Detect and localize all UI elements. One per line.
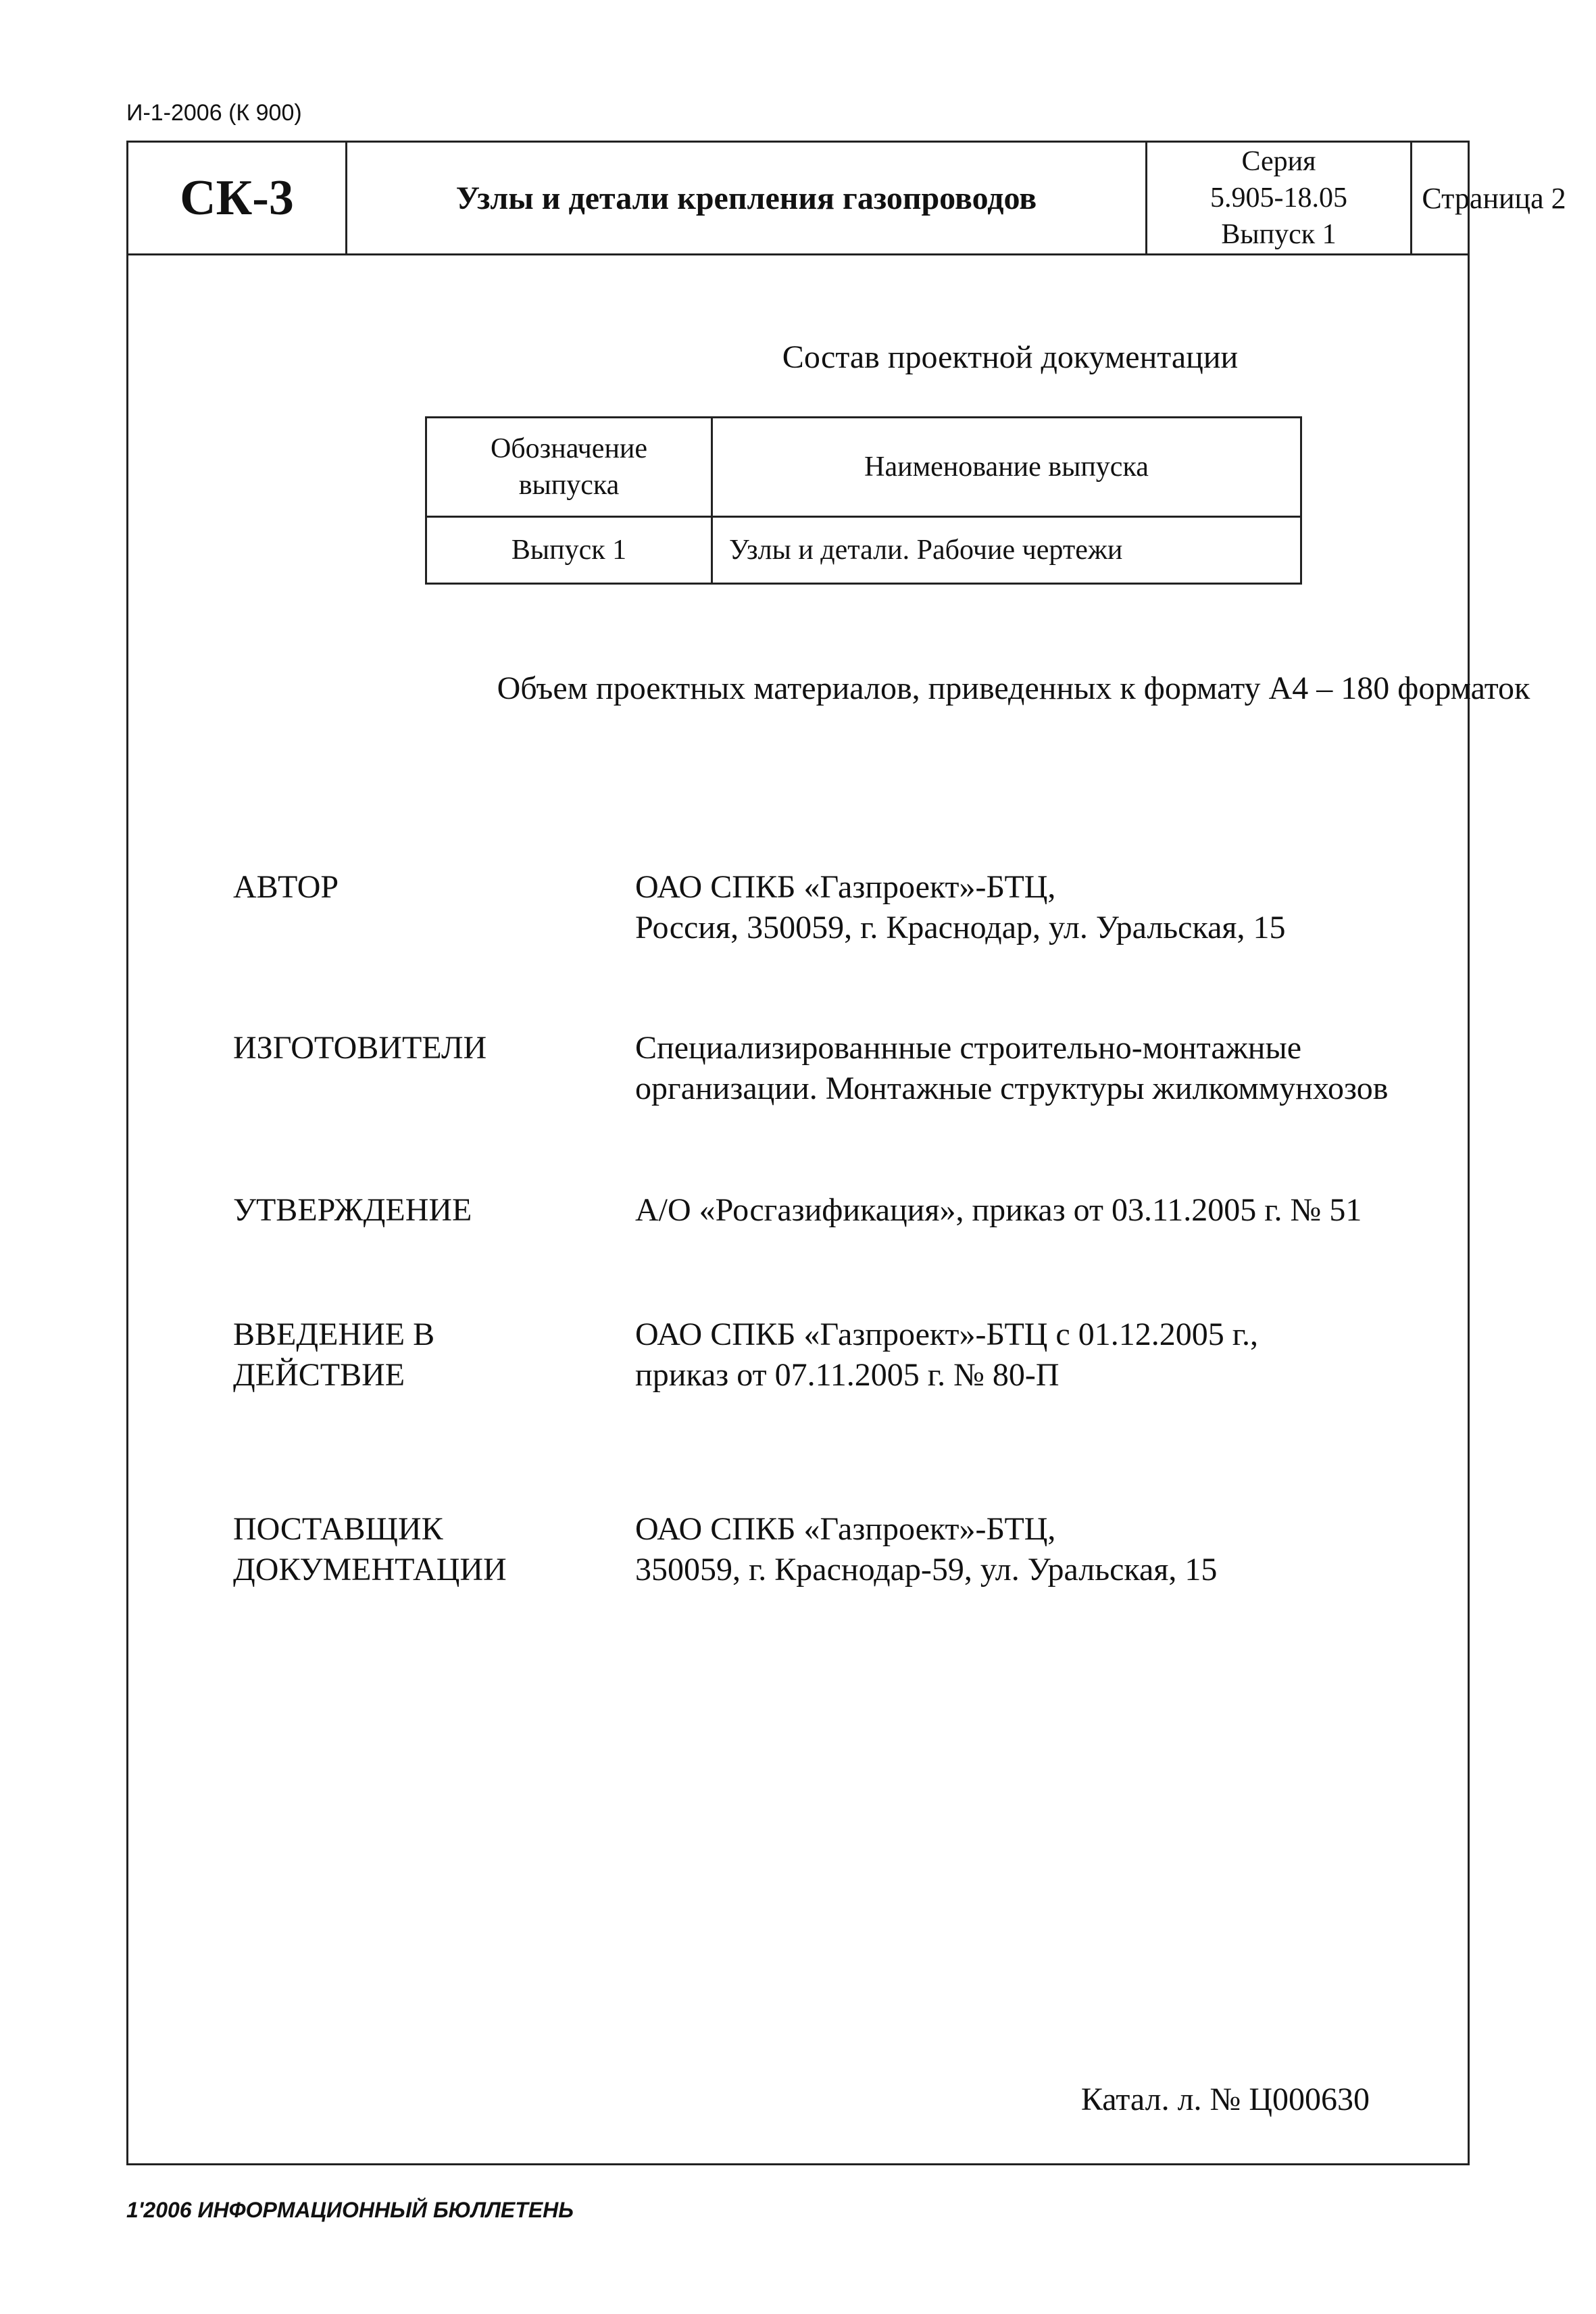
document-code: И-1-2006 (К 900) <box>126 100 302 126</box>
title-block <box>128 143 1566 255</box>
series-cell <box>1147 143 1412 253</box>
approval-value-line1: А/О «Росгазификация», приказ от 03.11.2005 г. № 51 <box>635 1192 1362 1228</box>
manufacturers-value <box>635 1028 1388 1109</box>
column-header-designation-line1: Обозначение <box>490 433 648 464</box>
volume-statement: Объем проектных материалов, приведенных к формату А4 – 180 форматок <box>497 670 1530 706</box>
enactment-label-line2: ДЕЙСТВИЕ <box>233 1357 405 1393</box>
manufacturers-label <box>233 1028 487 1068</box>
approval-value <box>635 1190 1362 1231</box>
table-cell-name: Узлы и детали. Рабочие чертежи <box>712 517 1301 584</box>
series-number: 5.905-18.05 <box>1210 182 1347 214</box>
column-header-designation-line2: выпуска <box>518 470 620 501</box>
manufacturers-value-line2: организации. Монтажные структуры жилкоммунхозов <box>635 1070 1389 1106</box>
column-header-name: Наименование выпуска <box>712 418 1301 517</box>
enactment-value-line1: ОАО СПКБ «Газпроект»-БТЦ с 01.12.2005 г., <box>635 1316 1259 1352</box>
author-value-line1: ОАО СПКБ «Газпроект»-БТЦ, <box>635 869 1056 905</box>
document-title: Узлы и детали крепления газопроводов <box>347 143 1147 253</box>
table-header-row <box>426 418 1301 517</box>
author-value-line2: Россия, 350059, г. Краснодар, ул. Уральская, 15 <box>635 910 1286 945</box>
supplier-label <box>233 1509 507 1590</box>
column-header-designation <box>426 418 712 517</box>
author-label-line1: АВТОР <box>233 869 339 905</box>
enactment-value-line2: приказ от 07.11.2005 г. № 80-П <box>635 1357 1059 1393</box>
author-label <box>233 867 339 908</box>
sheet-code: СК-3 <box>128 143 347 253</box>
supplier-label-line1: ПОСТАВЩИК <box>233 1511 443 1547</box>
table-row <box>426 517 1301 584</box>
supplier-value-line1: ОАО СПКБ «Газпроект»-БТЦ, <box>635 1511 1056 1547</box>
approval-label-line1: УТВЕРЖДЕНИЕ <box>233 1192 472 1228</box>
manufacturers-value-line1: Специализированнные строительно-монтажные <box>635 1030 1302 1066</box>
section-title: Состав проектной документации <box>782 339 1239 375</box>
document-frame <box>126 141 1566 2165</box>
enactment-value <box>635 1314 1258 1396</box>
series-issue: Выпуск 1 <box>1221 219 1337 250</box>
author-value <box>635 867 1285 948</box>
catalog-number: Катал. л. № Ц000630 <box>1080 2082 1370 2117</box>
enactment-label <box>233 1314 434 1396</box>
series-label: Серия <box>1241 146 1316 177</box>
supplier-value-line2: 350059, г. Краснодар-59, ул. Уральская, 15 <box>635 1552 1218 1587</box>
enactment-label-line1: ВВЕДЕНИЕ В <box>233 1316 435 1352</box>
issues-table <box>425 416 1302 585</box>
page-number: Страница 2 <box>1422 181 1566 215</box>
supplier-label-line2: ДОКУМЕНТАЦИИ <box>233 1552 507 1587</box>
approval-label <box>233 1190 472 1231</box>
manufacturers-label-line1: ИЗГОТОВИТЕЛИ <box>233 1030 487 1066</box>
table-cell-designation: Выпуск 1 <box>426 517 712 584</box>
supplier-value <box>635 1509 1217 1590</box>
bulletin-footer: 1'2006 ИНФОРМАЦИОННЫЙ БЮЛЛЕТЕНЬ <box>126 2198 574 2222</box>
